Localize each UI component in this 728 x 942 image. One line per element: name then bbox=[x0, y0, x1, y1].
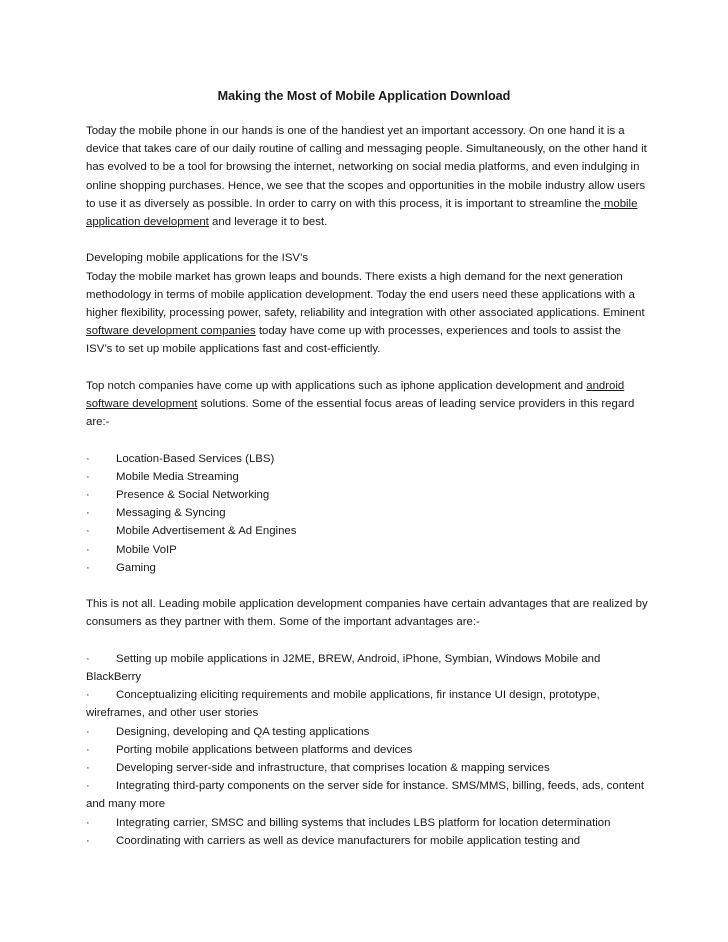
list-item: · Messaging & Syncing bbox=[86, 504, 648, 522]
bullet-icon: · bbox=[86, 452, 90, 465]
bullet-icon: · bbox=[86, 543, 90, 556]
bullet-icon: · bbox=[86, 816, 90, 829]
list-item: · Designing, developing and QA testing applications bbox=[86, 723, 648, 741]
list-item: · Integrating third-party components on the server side for instance. SMS/MMS, billing, feeds, ads, content and many more bbox=[86, 777, 648, 813]
document-title: Making the Most of Mobile Application Download bbox=[217, 89, 511, 103]
focus-areas-list bbox=[86, 450, 648, 577]
link-mobile-application-development[interactable]: mobile application development bbox=[86, 197, 638, 229]
list-item: · Mobile Media Streaming bbox=[86, 468, 648, 486]
paragraph-isv: Developing mobile applications for the ISV’s Today the mobile market has grown leaps and bounds. There exists a high demand for the next generation methodology in terms of mobile application development. Today the end users need these applications with a higher flexibility, processing power, safety, reliability and integration with other associated applications. Eminent software development companies today have come up with processes, experiences and tools to assist the ISV’s to set up mobile applications fast and cost-efficiently. bbox=[86, 249, 648, 358]
list-item: · Presence & Social Networking bbox=[86, 486, 648, 504]
list-item: · Developing server-side and infrastructure, that comprises location & mapping services bbox=[86, 759, 648, 777]
list-item: · Mobile Advertisement & Ad Engines bbox=[86, 522, 648, 540]
link-software-development-companies[interactable]: software development companies bbox=[86, 325, 256, 338]
document-body bbox=[86, 122, 648, 850]
link-android-software-development[interactable]: android software development bbox=[86, 379, 625, 411]
list-item: · Mobile VoIP bbox=[86, 541, 648, 559]
bullet-icon: · bbox=[86, 507, 90, 520]
bullet-icon: · bbox=[86, 689, 90, 702]
bullet-icon: · bbox=[86, 561, 90, 574]
bullet-icon: · bbox=[86, 525, 90, 538]
bullet-icon: · bbox=[86, 743, 90, 756]
bullet-icon: · bbox=[86, 489, 90, 502]
section-heading-isv: Developing mobile applications for the ISV’s bbox=[86, 252, 309, 265]
bullet-icon: · bbox=[86, 780, 90, 793]
list-item: · Location-Based Services (LBS) bbox=[86, 450, 648, 468]
bullet-icon: · bbox=[86, 834, 90, 847]
paragraph-intro: Today the mobile phone in our hands is one of the handiest yet an important accessory. On one hand it is a device that takes care of our daily routine of calling and messaging people. Simultaneously, on the other hand it has evolved to be a tool for browsing the internet, networking on social media platforms, and even indulging in online shopping purchases. Hence, we see that the scopes and opportunities in the mobile industry allow users to use it as diversely as possible. In order to carry on with this process, it is important to streamline the mobile application development and leverage it to best. bbox=[86, 125, 647, 229]
paragraph-advantages-intro: This is not all. Leading mobile application development companies have certain advantages that are realized by consumers as they partner with them. Some of the important advantages are:- bbox=[86, 598, 648, 629]
bullet-icon: · bbox=[86, 652, 90, 665]
list-item: · Setting up mobile applications in J2ME, BREW, Android, iPhone, Symbian, Windows Mobile and BlackBerry bbox=[86, 650, 648, 686]
advantages-list bbox=[86, 650, 648, 850]
list-item: · Coordinating with carriers as well as device manufacturers for mobile application testing and bbox=[86, 832, 648, 850]
paragraph-top-notch: Top notch companies have come up with applications such as iphone application development and android software development solutions. Some of the essential focus areas of leading service providers in this regard are:- bbox=[86, 379, 635, 429]
list-item: · Porting mobile applications between platforms and devices bbox=[86, 741, 648, 759]
list-item: · Integrating carrier, SMSC and billing systems that includes LBS platform for location determination bbox=[86, 814, 648, 832]
list-item: · Conceptualizing eliciting requirements and mobile applications, fir instance UI design, prototype, wireframes, and other user stories bbox=[86, 686, 648, 722]
bullet-icon: · bbox=[86, 762, 90, 775]
bullet-icon: · bbox=[86, 470, 90, 483]
bullet-icon: · bbox=[86, 725, 90, 738]
list-item: · Gaming bbox=[86, 559, 648, 577]
